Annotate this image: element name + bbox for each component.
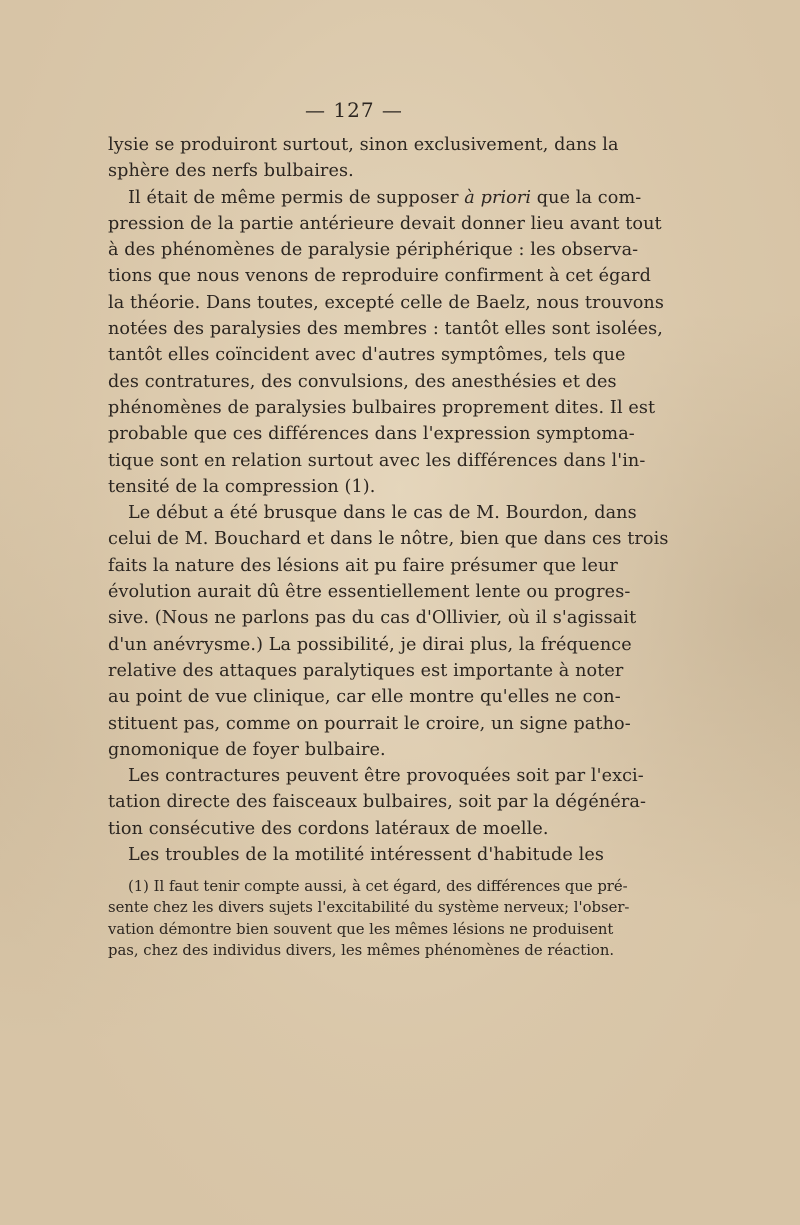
- body-text: [108, 132, 669, 868]
- text-line: sphère des nerfs bulbaires.: [108, 161, 354, 182]
- text-line: notées des paralysies des membres : tantôt elles sont isolées,: [108, 319, 663, 340]
- text-line-with-italic: [108, 185, 642, 211]
- text-line: lysie se produiront surtout, sinon exclusivement, dans la: [108, 135, 619, 155]
- footnote-line: vation démontre bien souvent que les mêmes lésions ne produisent: [108, 920, 614, 938]
- text-line: celui de M. Bouchard et dans le nôtre, bien que dans ces trois: [108, 529, 669, 550]
- text-line: tensité de la compression (1).: [108, 476, 376, 497]
- text-line: phénomènes de paralysies bulbaires proprement dites. Il est: [108, 397, 656, 418]
- page-number: — 127 —: [305, 98, 403, 122]
- text-line: relative des attaques paralytiques est importante à noter: [108, 660, 624, 681]
- text-segment: Il était de même permis de supposer: [128, 187, 465, 208]
- text-line: au point de vue clinique, car elle montre qu'elles ne con-: [108, 687, 621, 708]
- footnote-line: (1) Il faut tenir compte aussi, à cet égard, des différences que pré-: [128, 878, 628, 895]
- text-line: évolution aurait dû être essentiellement lente ou progres-: [108, 582, 631, 603]
- footnote-line: pas, chez des individus divers, les mêmes phénomènes de réaction.: [108, 941, 615, 959]
- text-line: Les troubles de la motilité intéressent d'habitude les: [128, 845, 604, 866]
- text-line: stituent pas, comme on pourrait le croire, un signe patho-: [108, 713, 631, 734]
- text-line: tion consécutive des cordons latéraux de moelle.: [108, 818, 549, 839]
- text-line: faits la nature des lésions ait pu faire présumer que leur: [108, 555, 618, 576]
- text-line: tantôt elles coïncident avec d'autres symptômes, tels que: [108, 345, 626, 366]
- text-line: d'un anévrysme.) La possibilité, je dirai plus, la fréquence: [108, 634, 632, 655]
- text-line: gnomonique de foyer bulbaire.: [108, 739, 386, 760]
- book-page: [108, 0, 669, 1225]
- text-line: sive. (Nous ne parlons pas du cas d'Ollivier, où il s'agissait: [108, 608, 637, 629]
- text-line: la théorie. Dans toutes, excepté celle de Baelz, nous trouvons: [108, 292, 664, 313]
- text-line: tation directe des faisceaux bulbaires, soit par la dégénéra-: [108, 792, 647, 813]
- text-line: pression de la partie antérieure devait donner lieu avant tout: [108, 213, 662, 234]
- text-segment: que la com-: [531, 187, 642, 208]
- italic-phrase: à priori: [464, 187, 532, 208]
- paragraph-4: [108, 763, 647, 842]
- paragraph-2: [108, 185, 664, 501]
- text-line: à des phénomènes de paralysie périphérique : les observa-: [108, 240, 639, 261]
- text-line: des contratures, des convulsions, des anesthésies et des: [108, 371, 617, 392]
- paragraph-3: [108, 500, 669, 763]
- footnote-line: sente chez les divers sujets l'excitabilité du système nerveux; l'obser-: [108, 899, 630, 917]
- paragraph-1: [108, 132, 619, 185]
- text-line: Le début a été brusque dans le cas de M. Bourdon, dans: [128, 503, 637, 524]
- paragraph-5: [108, 842, 604, 868]
- text-line: probable que ces différences dans l'expression symptoma-: [108, 424, 635, 445]
- text-line: Les contractures peuvent être provoquées soit par l'exci-: [128, 766, 644, 787]
- text-line: tique sont en relation surtout avec les différences dans l'in-: [108, 450, 646, 471]
- text-line: tions que nous venons de reproduire confirment à cet égard: [108, 266, 651, 287]
- footnote: [108, 876, 630, 961]
